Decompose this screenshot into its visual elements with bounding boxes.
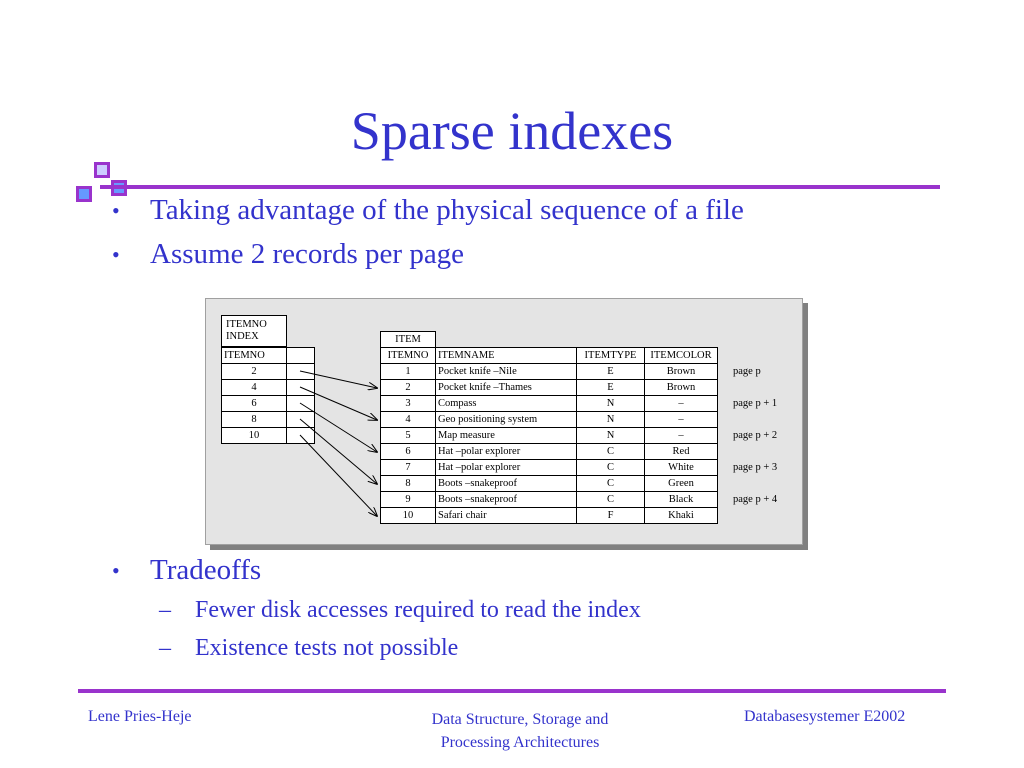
- table-cell: 10: [381, 508, 436, 524]
- sub-bullet-text: Existence tests not possible: [195, 635, 459, 661]
- table-cell: N: [577, 428, 645, 444]
- table-cell: 2: [381, 380, 436, 396]
- index-name-line: ITEMNO: [226, 319, 267, 330]
- table-cell: –: [645, 428, 718, 444]
- table-cell: Safari chair: [436, 508, 577, 524]
- pointer-arrow: [300, 371, 377, 388]
- table-cell: N: [577, 412, 645, 428]
- table-cell: 7: [381, 460, 436, 476]
- table-cell: 9: [381, 492, 436, 508]
- index-key: 6: [222, 396, 287, 412]
- table-cell: E: [577, 364, 645, 380]
- bullet-item: [112, 554, 262, 587]
- bullet-text: Taking advantage of the physical sequence of a file: [150, 194, 744, 226]
- footer-title: Databasesystemer E2002: [744, 708, 906, 725]
- column-header: ITEMNO: [381, 348, 436, 364]
- table-cell: 5: [381, 428, 436, 444]
- table-cell: Geo positioning system: [436, 412, 577, 428]
- footer-author: Lene Pries-Heje: [88, 708, 192, 725]
- index-header: ITEMNO: [222, 348, 287, 364]
- index-key: 4: [222, 380, 287, 396]
- table-cell: –: [645, 396, 718, 412]
- table-cell: 1: [381, 364, 436, 380]
- slide-title: Sparse indexes: [350, 101, 674, 161]
- index-key: 8: [222, 412, 287, 428]
- table-cell: 6: [381, 444, 436, 460]
- sub-bullet-item: [159, 635, 459, 662]
- dash-icon: –: [159, 635, 171, 661]
- bullet-text: Assume 2 records per page: [150, 238, 465, 270]
- footer-course: [380, 708, 660, 754]
- table-cell: Hat –polar explorer: [436, 444, 577, 460]
- bullet-text: Tradeoffs: [150, 554, 262, 586]
- table-cell: Red: [645, 444, 718, 460]
- bullet-icon: •: [112, 558, 120, 583]
- page-label: page p + 1: [733, 398, 778, 409]
- table-cell: Boots –snakeproof: [436, 476, 577, 492]
- footer-divider: [78, 689, 946, 693]
- page-label: page p + 4: [733, 494, 778, 505]
- table-cell: C: [577, 476, 645, 492]
- table-cell: White: [645, 460, 718, 476]
- table-cell: Brown: [645, 364, 718, 380]
- column-header: ITEMNAME: [436, 348, 577, 364]
- table-cell: N: [577, 396, 645, 412]
- item-table-name: ITEM: [380, 331, 436, 348]
- bullet-icon: •: [112, 242, 120, 267]
- index-key: 10: [222, 428, 287, 444]
- table-cell: C: [577, 460, 645, 476]
- page-label: page p + 2: [733, 430, 778, 441]
- index-key: 2: [222, 364, 287, 380]
- table-cell: Map measure: [436, 428, 577, 444]
- pointer-arrow: [300, 387, 377, 420]
- table-cell: Khaki: [645, 508, 718, 524]
- table-cell: F: [577, 508, 645, 524]
- table-cell: Boots –snakeproof: [436, 492, 577, 508]
- table-cell: E: [577, 380, 645, 396]
- table-cell: C: [577, 492, 645, 508]
- table-cell: Pocket knife –Thames: [436, 380, 577, 396]
- pointer-arrow: [300, 435, 377, 516]
- table-cell: Pocket knife –Nile: [436, 364, 577, 380]
- table-cell: –: [645, 412, 718, 428]
- index-name-line: INDEX: [226, 331, 259, 342]
- footer-course-line: Processing Architectures: [440, 734, 600, 751]
- table-cell: 4: [381, 412, 436, 428]
- table-cell: C: [577, 444, 645, 460]
- table-cell: Compass: [436, 396, 577, 412]
- page-label: page p: [733, 366, 761, 377]
- footer-course-line: Data Structure, Storage and: [431, 711, 609, 728]
- pointer-arrow: [300, 419, 377, 484]
- sub-bullet-text: Fewer disk accesses required to read the index: [195, 597, 641, 623]
- table-cell: 3: [381, 396, 436, 412]
- table-cell: Green: [645, 476, 718, 492]
- column-header: ITEMCOLOR: [645, 348, 718, 364]
- table-cell: Brown: [645, 380, 718, 396]
- table-cell: 8: [381, 476, 436, 492]
- table-cell: Black: [645, 492, 718, 508]
- page-label: page p + 3: [733, 462, 778, 473]
- table-cell: Hat –polar explorer: [436, 460, 577, 476]
- sub-bullet-item: [159, 597, 641, 624]
- pointer-arrow: [300, 403, 377, 452]
- bullet-icon: •: [112, 198, 120, 223]
- column-header: ITEMTYPE: [577, 348, 645, 364]
- dash-icon: –: [159, 597, 171, 623]
